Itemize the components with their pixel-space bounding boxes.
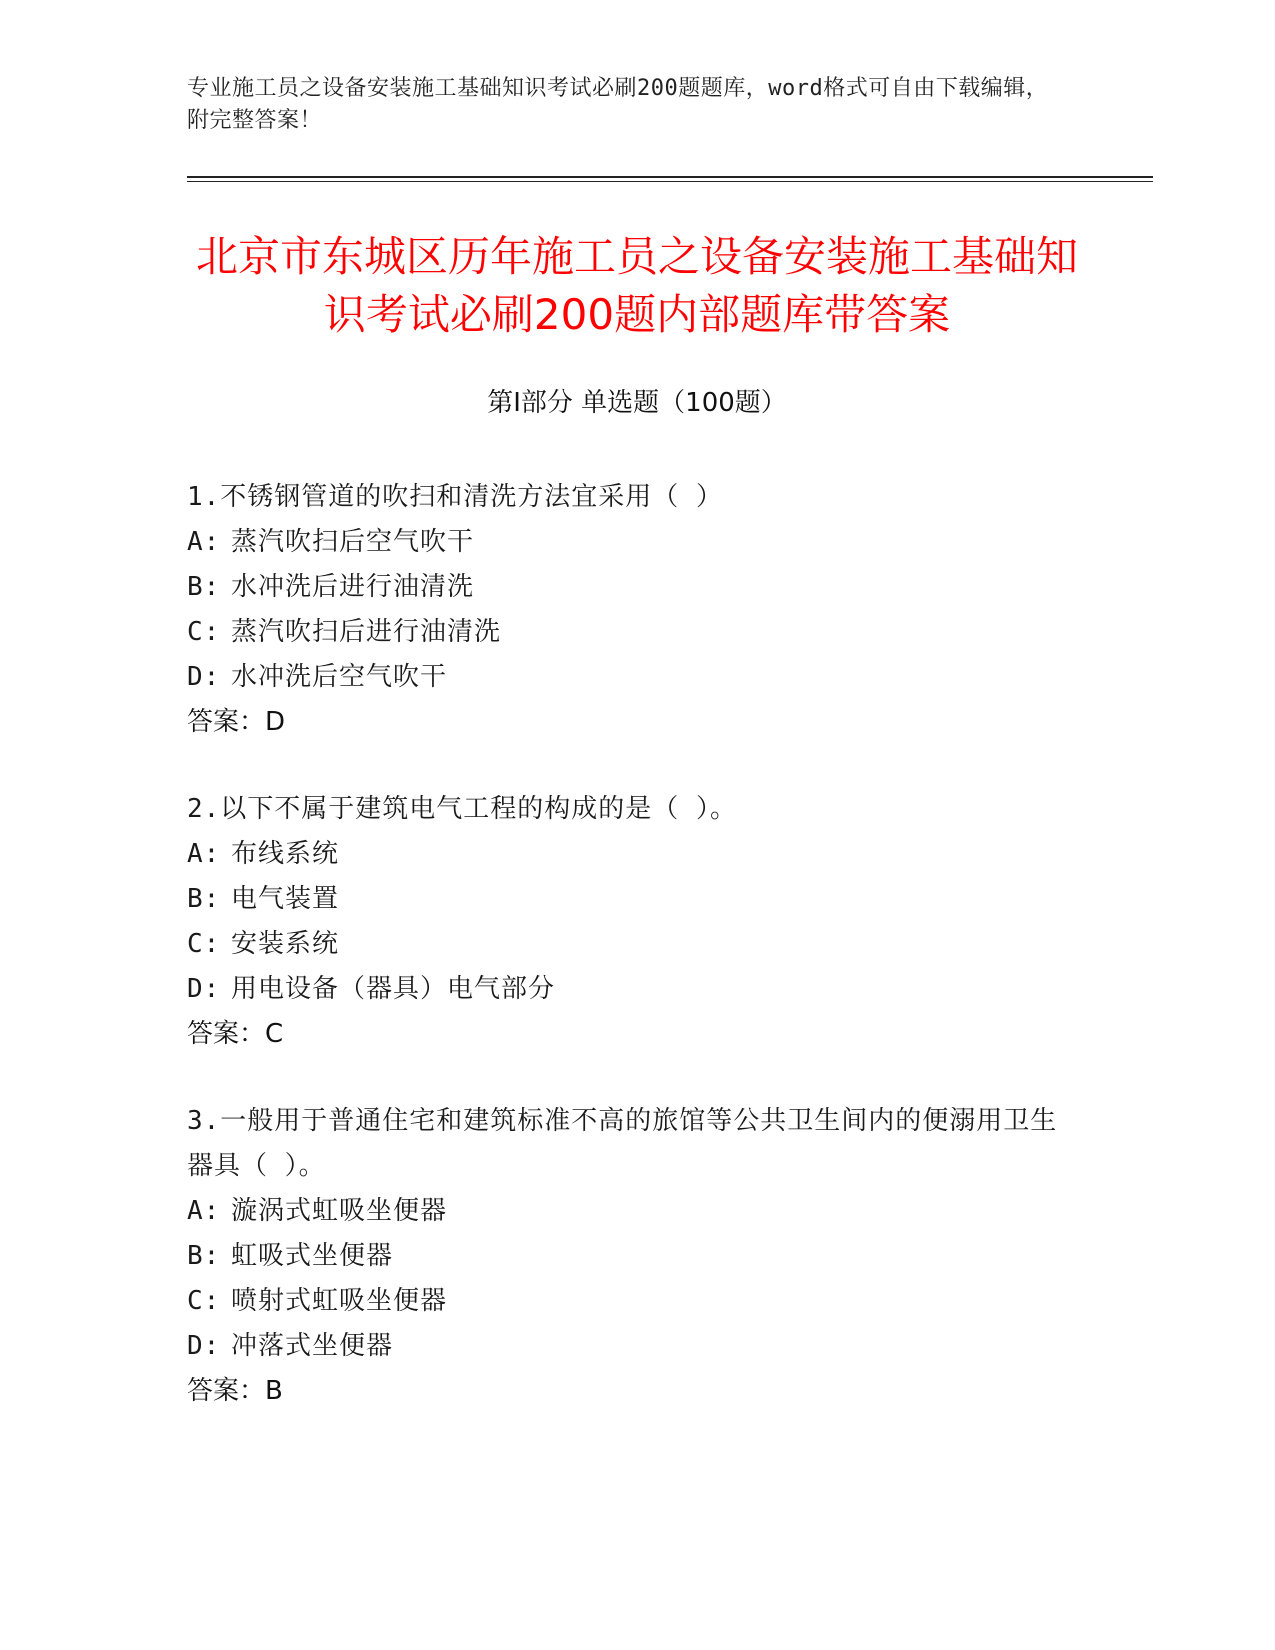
option-b <box>187 565 1067 610</box>
option-letter: D: <box>187 1331 221 1361</box>
option-letter: D: <box>187 662 221 692</box>
option-d <box>187 967 1067 1012</box>
option-d <box>187 1324 1067 1369</box>
option-letter: B: <box>187 572 221 602</box>
section-heading: 第Ⅰ部分 单选题（100题） <box>487 388 787 418</box>
option-letter: C: <box>187 929 221 959</box>
option-letter: A: <box>187 839 221 869</box>
question-stem: 3.一般用于普通住宅和建筑标准不高的旅馆等公共卫生间内的便溺用卫生器具（ ）。 <box>187 1106 1058 1181</box>
header-note: 专业施工员之设备安装施工基础知识考试必刷200题题库，word格式可自由下载编辑，附完整答案！ <box>187 76 1049 133</box>
question-stem: 1.不锈钢管道的吹扫和清洗方法宜采用（ ） <box>187 482 723 512</box>
option-text: 布线系统 <box>231 839 340 869</box>
option-text: 冲落式坐便器 <box>231 1331 394 1361</box>
question-stem: 2.以下不属于建筑电气工程的构成的是（ ）。 <box>187 794 737 824</box>
option-text: 电气装置 <box>231 884 340 914</box>
question-1 <box>187 475 1067 745</box>
option-c <box>187 1279 1067 1324</box>
header-divider-thick <box>187 176 1153 178</box>
option-c <box>187 922 1067 967</box>
option-c <box>187 610 1067 655</box>
option-letter: A: <box>187 1196 221 1226</box>
option-letter: B: <box>187 884 221 914</box>
option-b <box>187 1234 1067 1279</box>
question-2 <box>187 787 1067 1057</box>
option-text: 安装系统 <box>231 929 340 959</box>
option-text: 喷射式虹吸坐便器 <box>231 1286 448 1316</box>
option-a <box>187 832 1067 877</box>
option-text: 漩涡式虹吸坐便器 <box>231 1196 448 1226</box>
document-title: 北京市东城区历年施工员之设备安装施工基础知识考试必刷200题内部题库带答案 <box>195 232 1078 339</box>
option-d <box>187 655 1067 700</box>
option-letter: A: <box>187 527 221 557</box>
question-list <box>187 475 1067 1456</box>
option-letter: C: <box>187 1286 221 1316</box>
option-text: 蒸汽吹扫后进行油清洗 <box>231 617 502 647</box>
option-a <box>187 520 1067 565</box>
option-a <box>187 1189 1067 1234</box>
answer-line: 答案：D <box>187 707 286 737</box>
option-letter: B: <box>187 1241 221 1271</box>
answer-line: 答案：C <box>187 1019 284 1049</box>
option-text: 蒸汽吹扫后空气吹干 <box>231 527 475 557</box>
option-letter: D: <box>187 974 221 1004</box>
option-b <box>187 877 1067 922</box>
header-divider-thin <box>187 181 1153 182</box>
option-text: 水冲洗后进行油清洗 <box>231 572 475 602</box>
option-letter: C: <box>187 617 221 647</box>
option-text: 虹吸式坐便器 <box>231 1241 394 1271</box>
option-text: 水冲洗后空气吹干 <box>231 662 448 692</box>
option-text: 用电设备（器具）电气部分 <box>231 974 556 1004</box>
question-3 <box>187 1099 1067 1414</box>
answer-line: 答案：B <box>187 1376 283 1406</box>
